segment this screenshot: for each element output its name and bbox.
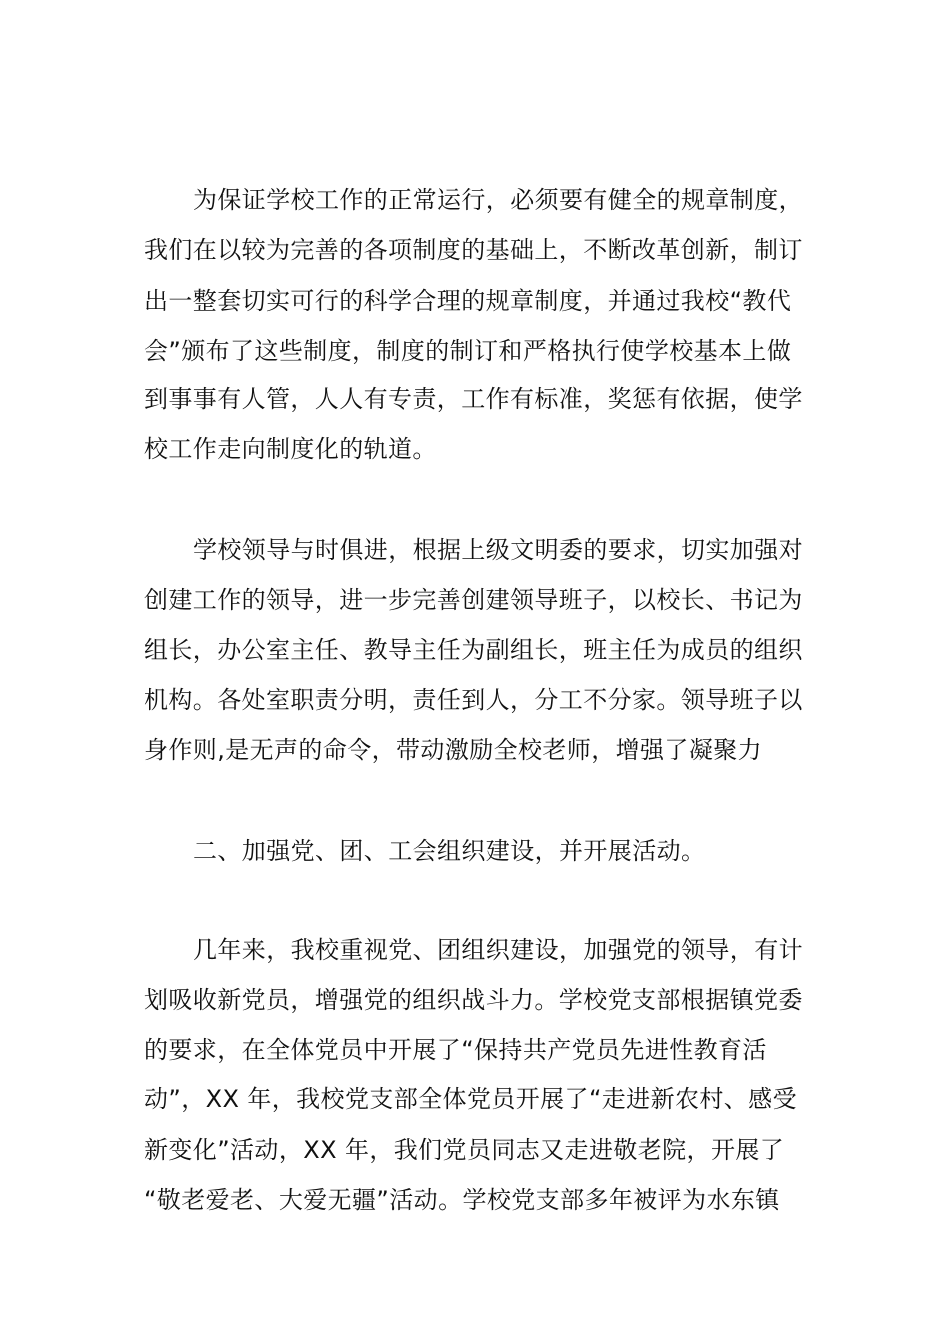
section-heading: 二、加强党、团、工会组织建设，并开展活动。 <box>193 837 706 865</box>
paragraph-4-line-6: “敬老爱老、大爱无疆”活动。学校党支部多年被评为水东镇 <box>144 1186 780 1214</box>
paragraph-4-line-3: 的要求，在全体党员中开展了“保持共产党员先进性教育活 <box>144 1036 767 1064</box>
paragraph-4-line-2: 划吸收新党员，增强党的组织战斗力。学校党支部根据镇党委 <box>144 986 803 1014</box>
paragraph-2-line-3: 组长，办公室主任、教导主任为副组长，班主任为成员的组织 <box>144 636 803 664</box>
paragraph-1-line-4: 会”颁布了这些制度，制度的制订和严格执行使学校基本上做 <box>144 337 792 365</box>
paragraph-4-line-5: 新变化”活动，XX 年，我们党员同志又走进敬老院，开展了 <box>144 1136 785 1164</box>
paragraph-1-line-1: 为保证学校工作的正常运行，必须要有健全的规章制度， <box>193 186 803 214</box>
paragraph-4-line-1: 几年来，我校重视党、团组织建设，加强党的领导，有计 <box>193 936 803 964</box>
paragraph-1-line-3: 出一整套切实可行的科学合理的规章制度，并通过我校“教代 <box>144 287 792 315</box>
paragraph-4-line-4: 动”，XX 年，我校党支部全体党员开展了“走进新农村、感受 <box>144 1085 797 1113</box>
paragraph-2-line-1: 学校领导与时俱进，根据上级文明委的要求，切实加强对 <box>193 536 803 564</box>
paragraph-2-line-4: 机构。各处室职责分明，责任到人，分工不分家。领导班子以 <box>144 686 803 714</box>
paragraph-1-line-5: 到事事有人管，人人有专责，工作有标准，奖惩有依据，使学 <box>144 385 803 413</box>
paragraph-1-line-6: 校工作走向制度化的轨道。 <box>144 435 437 463</box>
paragraph-2-line-2: 创建工作的领导，进一步完善创建领导班子，以校长、书记为 <box>144 586 803 614</box>
paragraph-1-line-2: 我们在以较为完善的各项制度的基础上，不断改革创新，制订 <box>144 236 803 264</box>
paragraph-2-line-5: 身作则,是无声的命令，带动激励全校老师，增强了凝聚力 <box>144 736 763 764</box>
